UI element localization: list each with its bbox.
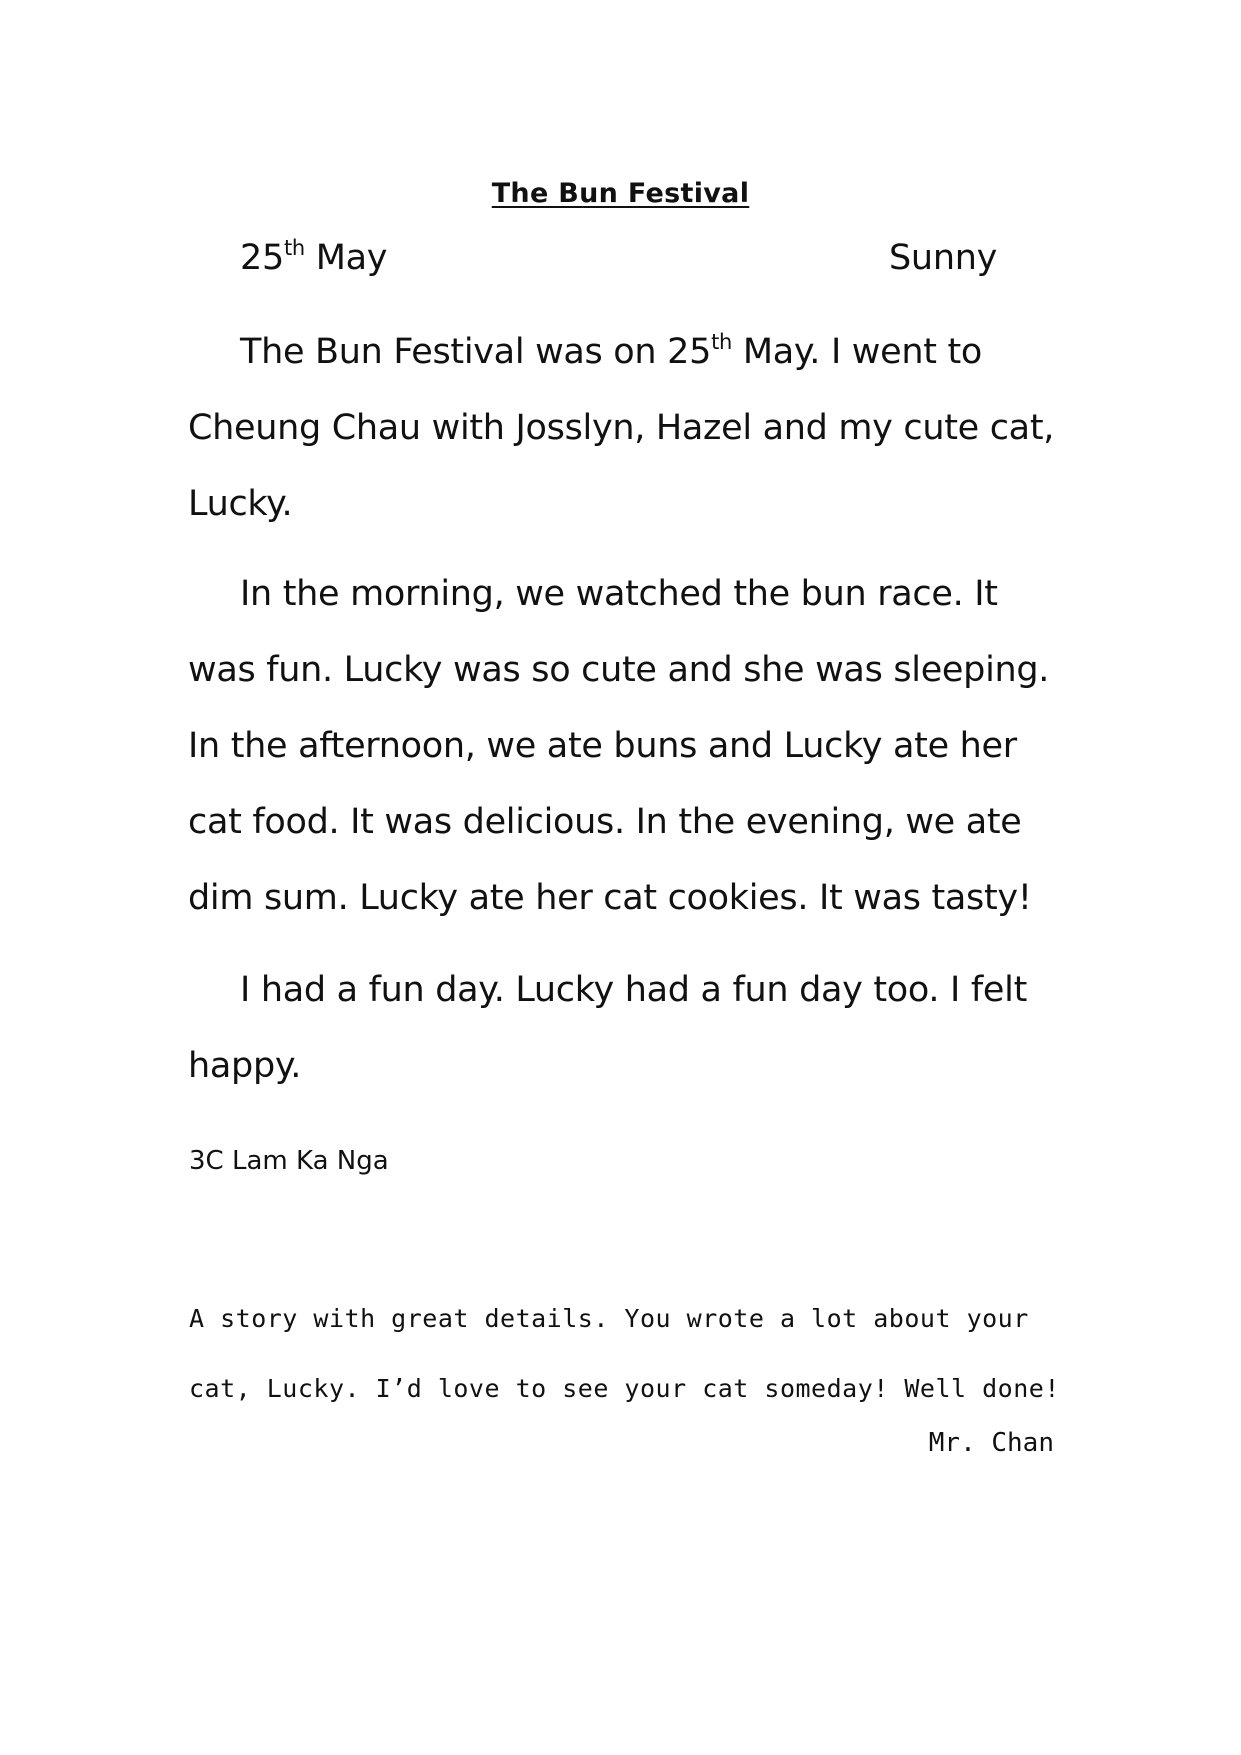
paragraph-1-end: May. I went to Cheung Chau with Josslyn, Hazel and my cute cat, Lucky. [188,332,1055,524]
story-title: The Bun Festival [491,178,750,209]
date-suffix: th [283,236,305,260]
date-weather-line [240,238,997,288]
teacher-comment: A story with great details. You wrote a lot about your cat, Lucky. I’d love to see your cat someday! Well done! [189,1304,1060,1403]
story-paragraph-2: In the morning, we watched the bun race. It was fun. Lucky was so cute and she was sleeping. In the afternoon, we ate buns and Lucky ate her cat food. It was delicious. In the evening, we ate dim sum. Lucky ate her cat cookies. It was tasty! [188,574,1050,918]
diary-weather: Sunny [889,238,997,278]
student-name: 3C Lam Ka Nga [189,1146,389,1176]
date-month: May [304,238,388,278]
diary-date [240,238,387,278]
paragraph-1-start: The Bun Festival was on 25 [240,332,712,372]
teacher-signature: Mr. Chan [928,1428,1054,1458]
story-paragraph-3: I had a fun day. Lucky had a fun day too. I felt happy. [188,970,1028,1086]
story-paragraph-1 [188,314,1068,542]
date-day: 25 [240,238,284,278]
paragraph-1-date-suffix: th [711,330,733,354]
